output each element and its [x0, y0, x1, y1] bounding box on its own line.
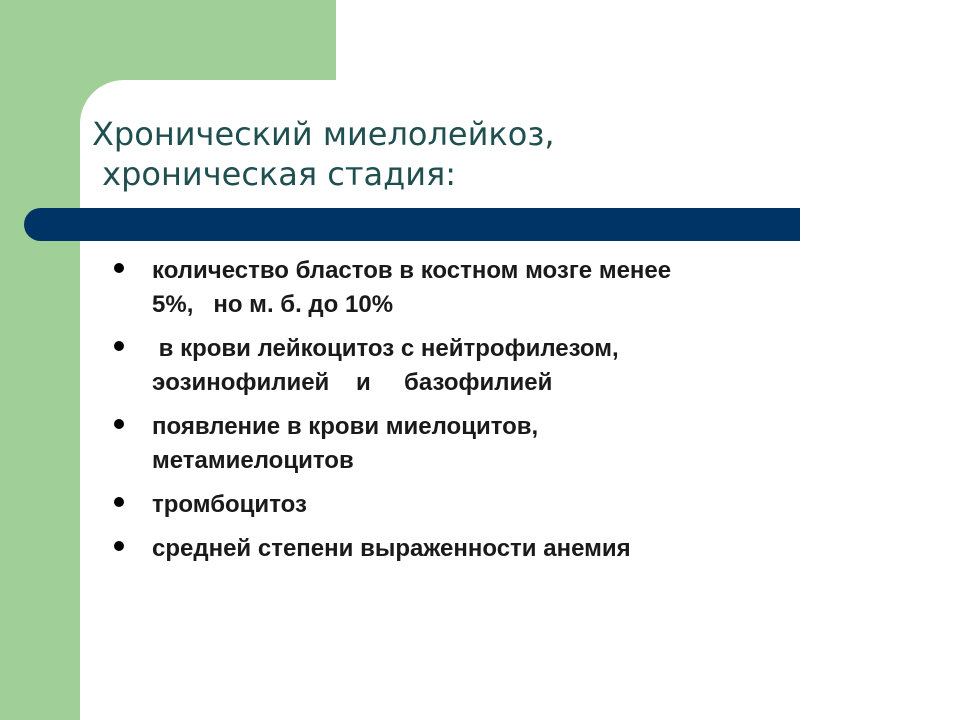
bullet-icon	[114, 541, 124, 551]
slide-title	[92, 114, 555, 194]
bullet-text	[152, 413, 538, 474]
bullet-line: средней степени выраженности анемия	[152, 535, 631, 562]
bullet-text	[152, 257, 671, 318]
bullet-item	[114, 254, 834, 322]
bullet-text	[152, 535, 631, 562]
bullet-line: тромбоцитоз	[152, 491, 307, 518]
bullet-line: метамиелоцитов	[152, 447, 354, 474]
bullet-item	[114, 332, 834, 400]
bullet-text	[152, 335, 619, 396]
bullet-item	[114, 488, 834, 522]
bullet-icon	[114, 497, 124, 507]
bullet-icon	[114, 263, 124, 273]
bullet-item	[114, 410, 834, 478]
bullet-icon	[114, 419, 124, 429]
bullet-item	[114, 532, 834, 566]
bullet-line: количество бластов в костном мозге менее	[152, 257, 672, 284]
bullet-text	[152, 491, 307, 518]
bullet-line: эозинофилией и базофилией	[152, 369, 553, 396]
title-line-1: Хронический миелолейкоз,	[92, 115, 555, 153]
title-line-2: хроническая стадия:	[92, 155, 457, 193]
bullet-icon	[114, 341, 124, 351]
bullet-list	[114, 254, 834, 576]
bullet-line: появление в крови миелоцитов,	[152, 413, 539, 440]
bullet-line: 5%, но м. б. до 10%	[152, 291, 394, 318]
title-underline-bar	[24, 208, 800, 241]
bullet-line: в крови лейкоцитоз с нейтрофилезом,	[152, 335, 619, 362]
